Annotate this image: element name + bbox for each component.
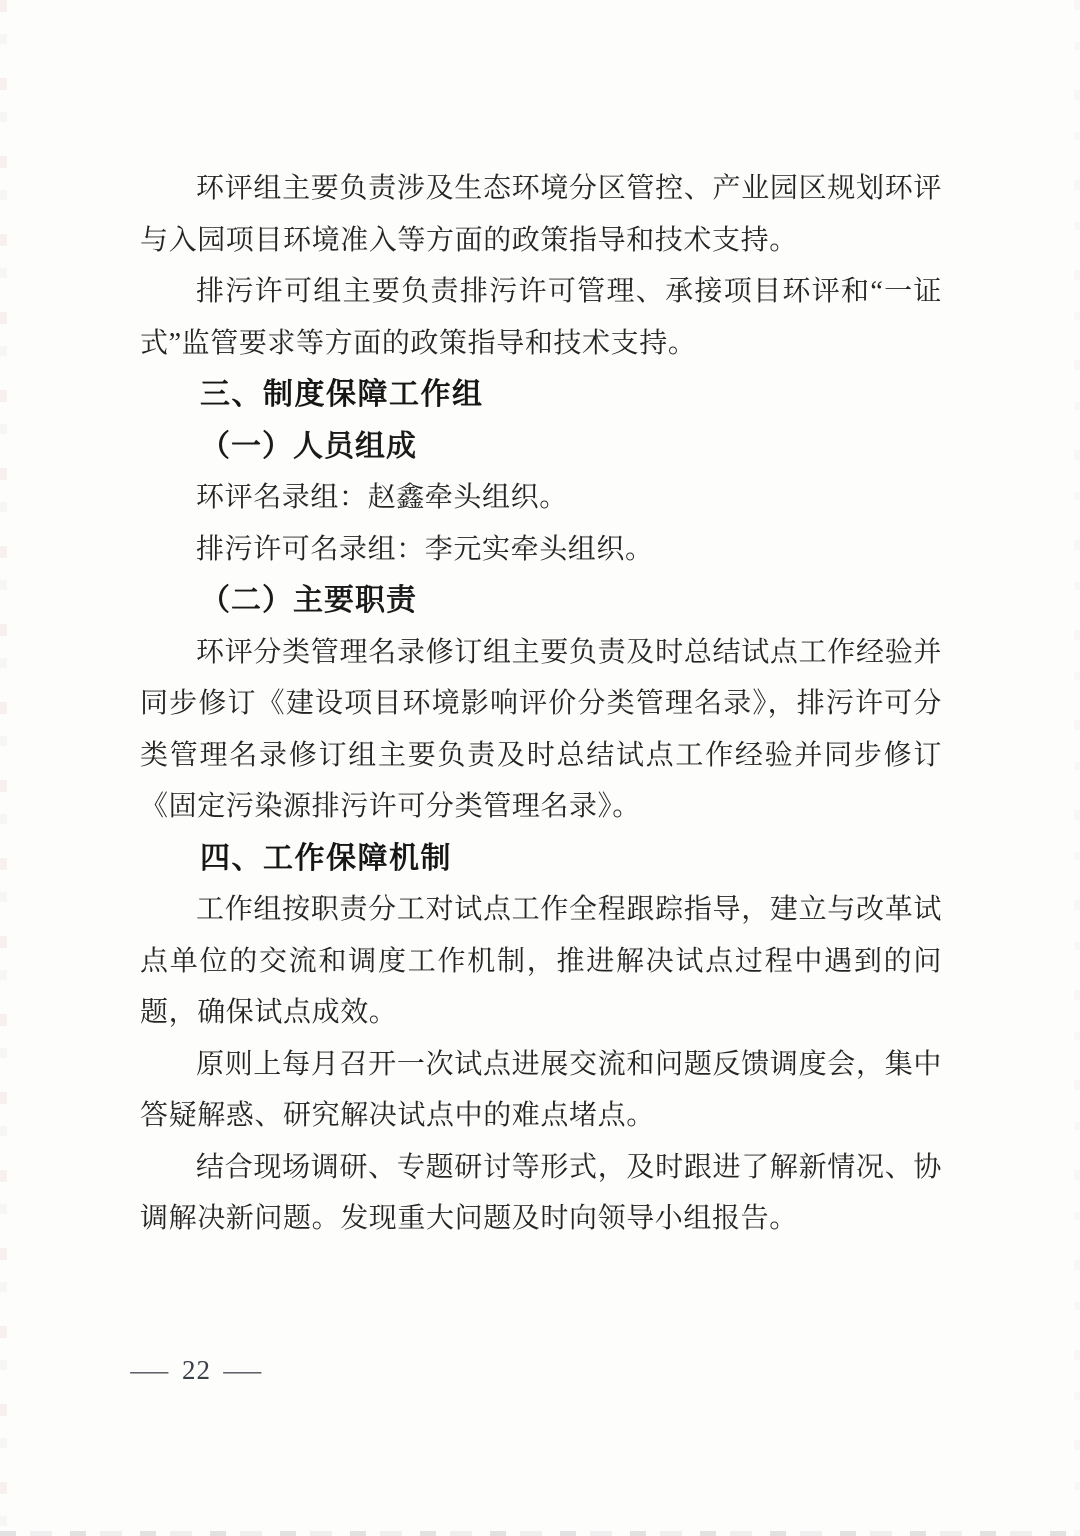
subheading-personnel-composition: （一）人员组成 xyxy=(200,429,417,463)
paragraph-field-research-reporting: 结合现场调研、专题研讨等形式，及时跟进了解新情况、协调解决新问题。发现重大问题及时向领导小组报告。 xyxy=(140,1151,942,1234)
scan-noise-right-edge xyxy=(1074,0,1080,1536)
paragraph-monthly-dispatch-meeting: 原则上每月召开一次试点进展交流和问题反馈调度会，集中答疑解惑、研究解决试点中的难点堵点。 xyxy=(140,1048,942,1131)
heading-section-4-work-guarantee-mechanism: 四、工作保障机制 xyxy=(200,841,452,875)
footer-right-dash: — xyxy=(223,1355,263,1385)
page-number: 22 xyxy=(182,1355,211,1385)
paragraph-catalog-revision-duties: 环评分类管理名录修订组主要负责及时总结试点工作经验并同步修订《建设项目环境影响评价分类管理名录》，排污许可分类管理名录修订组主要负责及时总结试点工作经验并同步修订《固定污染源排污许可分类管理名录》。 xyxy=(140,636,942,822)
heading-section-3-institutional-support-group: 三、制度保障工作组 xyxy=(200,378,484,411)
scan-noise-bottom-edge xyxy=(0,1531,1080,1536)
line-eia-catalog-group-lead: 环评名录组：赵鑫牵头组织。 xyxy=(196,482,568,513)
paragraph-eia-group-duties: 环评组主要负责涉及生态环境分区管控、产业园区规划环评与入园项目环境准入等方面的政策指导和技术支持。 xyxy=(140,173,942,256)
document-body xyxy=(140,163,942,1245)
line-permit-catalog-group-lead: 排污许可名录组：李元实牵头组织。 xyxy=(196,533,654,565)
subheading-main-duties: （二）主要职责 xyxy=(200,584,417,617)
page-footer xyxy=(130,1355,263,1386)
footer-left-dash: — xyxy=(130,1355,170,1385)
paragraph-tracking-guidance: 工作组按职责分工对试点工作全程跟踪指导，建立与改革试点单位的交流和调度工作机制，推进解决试点过程中遇到的问题，确保试点成效。 xyxy=(140,894,942,1028)
paragraph-permit-group-duties: 排污许可组主要负责排污许可管理、承接项目环评和“一证式”监管要求等方面的政策指导和技术支持。 xyxy=(140,276,942,359)
scan-noise-left-edge xyxy=(0,0,7,1536)
